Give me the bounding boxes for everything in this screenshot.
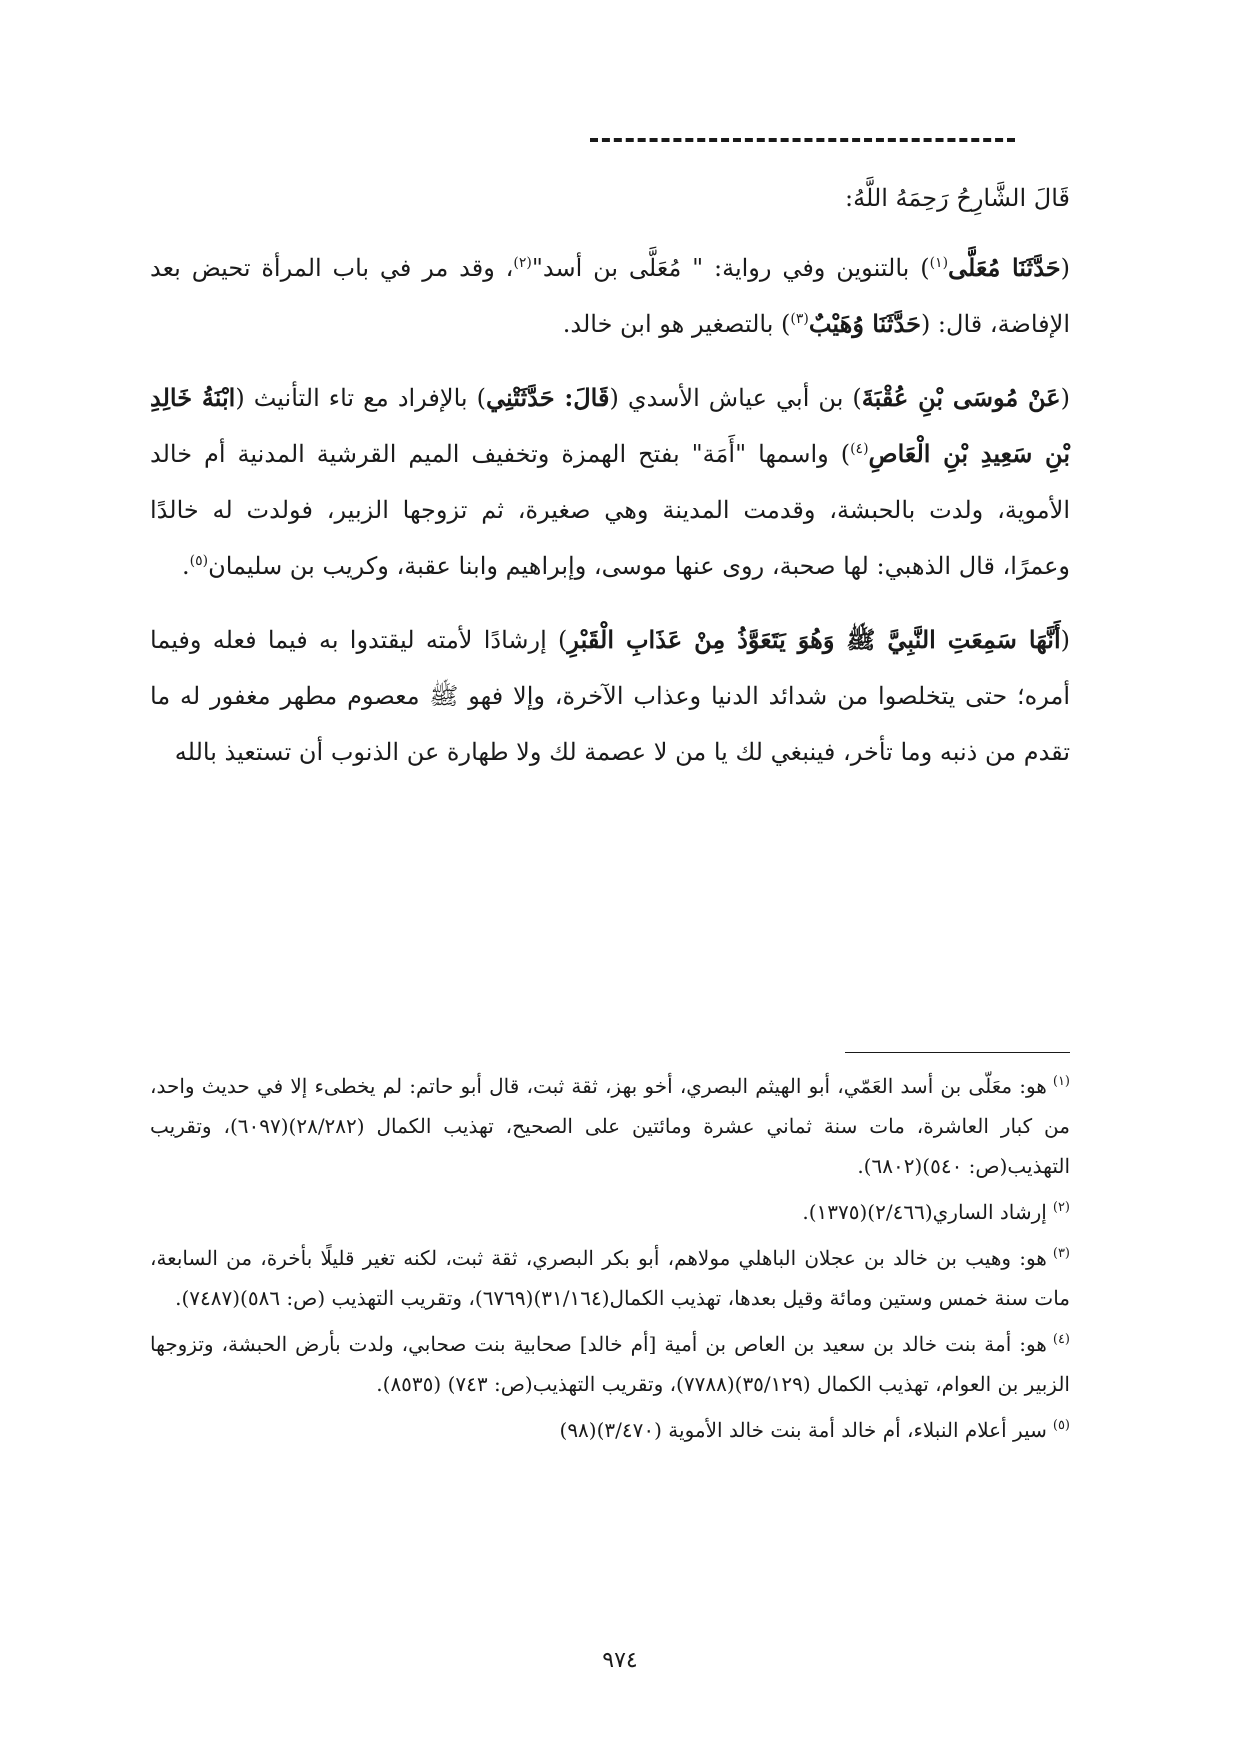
- footnote-text: إرشاد الساري(٢/٤٦٦)(١٣٧٥).: [802, 1200, 1047, 1224]
- footnote-ref-3: (٣): [790, 311, 809, 327]
- footnote-ref-1: (١): [929, 255, 949, 271]
- footnote-1: [150, 1066, 1070, 1186]
- footnote-number: (٢): [1052, 1200, 1070, 1216]
- bold-narrator: عَنْ مُوسَى بْنِ عُقْبَةَ: [861, 383, 1061, 412]
- page-number: ٩٧٤: [602, 1648, 638, 1673]
- footnote-separator: [845, 1052, 1070, 1053]
- bold-narrator: قَالَ: حَدَّثَتْنِي: [486, 383, 610, 412]
- paragraph-2: [150, 370, 1070, 594]
- footnote-5: [150, 1410, 1070, 1450]
- footnote-4: [150, 1324, 1070, 1404]
- text-run: ) بالتصغير هو ابن خالد.: [562, 310, 791, 338]
- text-run: ) بن أبي عياش الأسدي (: [609, 384, 862, 412]
- main-text: [150, 170, 1070, 798]
- footnote-ref-4: (٤): [850, 441, 869, 457]
- footnotes: [150, 1066, 1070, 1456]
- footnote-text: سير أعلام النبلاء، أم خالد أمة بنت خالد الأموية (٣/٤٧٠)(٩٨): [559, 1418, 1047, 1442]
- text-run: (: [1060, 384, 1070, 412]
- top-dashed-rule: [590, 138, 1015, 142]
- footnote-2: [150, 1192, 1070, 1232]
- footnote-text: هو: أمة بنت خالد بن سعيد بن العاص بن أمية [أم خالد] صحابية بنت صحابي، ولدت بأرض الحبشة، وتزوجها الزبير بن العوام، تهذيب الكمال (٣٥/١٢٩)(٧٧٨٨)، وتقريب التهذيب(ص: ٧٤٣) (٨٥٣٥).: [150, 1332, 1070, 1396]
- section-heading: قَالَ الشَّارِحُ رَحِمَهُ اللَّهُ:: [845, 184, 1070, 212]
- text-run: ) بالتنوين وفي رواية: " مُعَلَّى بن أسد": [531, 254, 930, 282]
- bold-narrator: حَدَّثَنَا مُعَلَّى: [948, 253, 1061, 282]
- footnote-number: (٤): [1052, 1332, 1070, 1348]
- footnote-ref-2: (٢): [513, 255, 532, 271]
- text-run: .: [181, 552, 190, 580]
- text-run: (: [1060, 254, 1071, 282]
- footnote-number: (١): [1052, 1074, 1070, 1090]
- text-run: ) إرشادًا لأمته ليقتدوا به فيما فعله وفيما أمره؛ حتى يتخلصوا من شدائد الدنيا وعذاب الآخرة، وإلا فهو ﷺ معصوم مطهر مغفور له ما تقدم من ذنبه وما تأخر، فينبغي لك يا من لا عصمة لك ولا طهارة عن الذنوب أن تستعيذ بالله: [150, 626, 1071, 766]
- bold-narrator: حَدَّثَنَا وُهَيْبٌ: [808, 309, 921, 338]
- footnote-3: [150, 1238, 1070, 1318]
- footnote-number: (٣): [1052, 1246, 1070, 1262]
- text-run: ، وقد مر في باب المرأة تحيض بعد الإفاضة، قال: (: [150, 254, 1070, 338]
- paragraph-1: [150, 240, 1070, 352]
- text-run: ) واسمها "أَمَة" بفتح الهمزة وتخفيف الميم القرشية المدنية أم خالد الأموية، ولدت بالحبشة، وقدمت المدينة وهي صغيرة، ثم تزوجها الزبير، فولدت له خالدًا وعمرًا، قال الذهبي: لها صحبة، روى عنها موسى، وإبراهيم وابنا عقبة، وكريب بن سليمان: [150, 440, 1070, 580]
- footnote-ref-5: (٥): [189, 553, 209, 569]
- paragraph-3: [150, 612, 1070, 780]
- bold-hadith-text: أَنَّهَا سَمِعَتِ النَّبِيَّ ﷺ وَهُوَ يَتَعَوَّذُ مِنْ عَذَابِ الْقَبْرِ: [567, 625, 1061, 654]
- bold-narrator: ابْنَةُ خَالِدِ بْنِ سَعِيدِ بْنِ الْعَاصِ: [150, 383, 1070, 468]
- text-run: ) بالإفراد مع تاء التأنيث (: [235, 384, 486, 412]
- footnote-number: (٥): [1052, 1418, 1070, 1434]
- text-run: (: [1060, 626, 1070, 654]
- footnote-text: هو: معَلّى بن أسد العَمّي، أبو الهيثم البصري، أخو بهز، ثقة ثبت، قال أبو حاتم: لم يخطىء إلا في حديث واحد، من كبار العاشرة، مات سنة ثماني عشرة ومائتين على الصحيح، تهذيب الكمال (٢٨/٢٨٢)(٦٠٩٧)، وتقريب التهذيب(ص: ٥٤٠)(٦٨٠٢).: [150, 1074, 1070, 1178]
- footnote-text: هو: وهيب بن خالد بن عجلان الباهلي مولاهم، أبو بكر البصري، ثقة ثبت، لكنه تغير قليلًا بأخرة، من السابعة، مات سنة خمس وستين ومائة وقيل بعدها، تهذيب الكمال(٣١/١٦٤)(٦٧٦٩)، وتقريب التهذيب (ص: ٥٨٦)(٧٤٨٧).: [150, 1246, 1070, 1310]
